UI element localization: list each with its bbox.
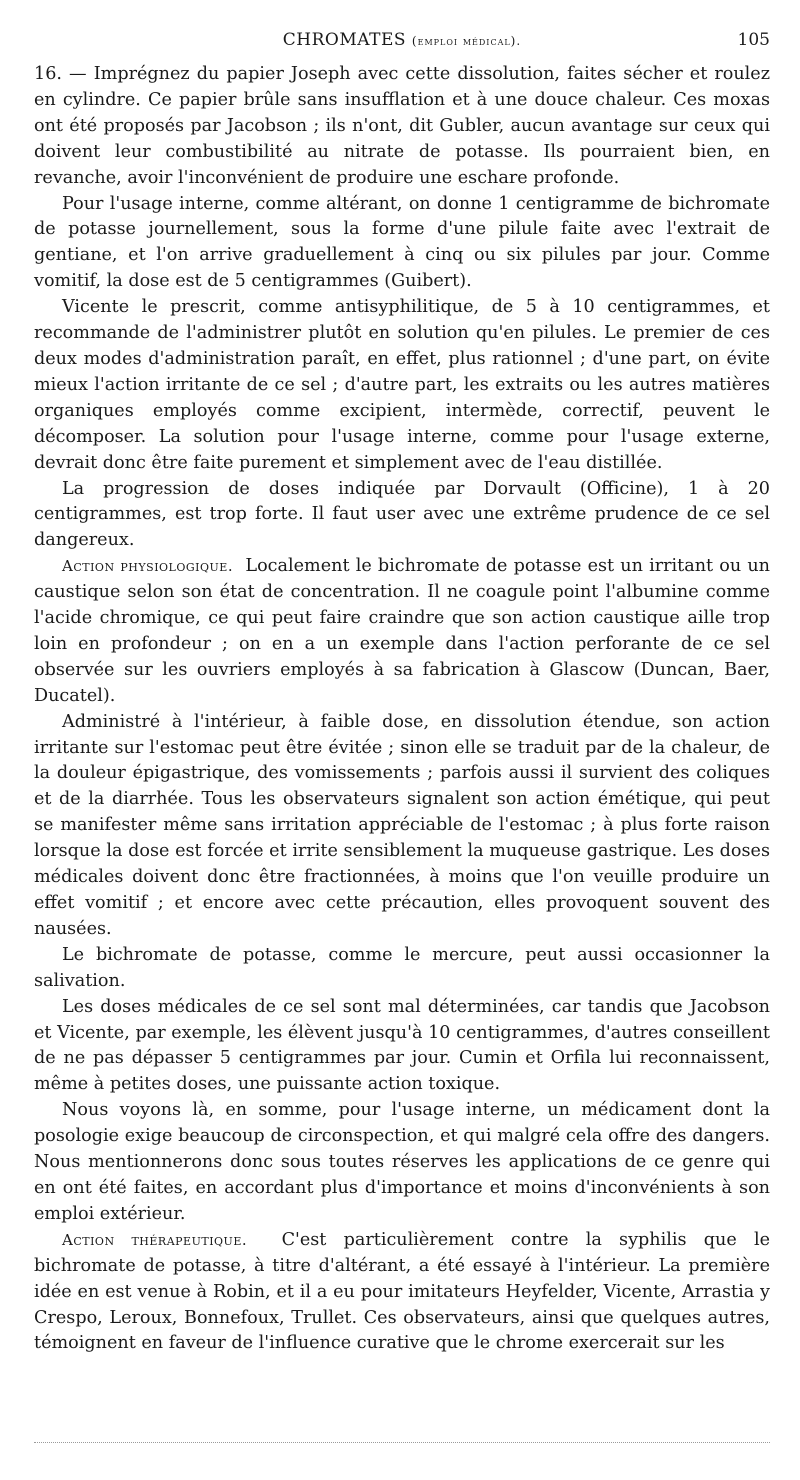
section-heading-physiologique: Action physiologique. xyxy=(62,557,234,576)
section-heading-therapeutique: Action thérapeutique. xyxy=(62,1230,248,1249)
running-title-sub: (emploi médical). xyxy=(411,34,522,48)
paragraph-administre: Administré à l'intérieur, à faible dose, en dissolution étendue, son action irritante sur l'estomac peut être évitée ; sinon elle se traduit par de la chaleur, de la douleur épigastrique, des vomissements ; parfois aussi il survient des coliques et de la diarrhée. Tous les observateurs signalent son action émétique, qui peut se manifester même sans irritation appréciable de l'estomac ; à plus forte raison lorsque la dose est forcée et irrite sensiblement la muqueuse gastrique. Les doses médicales doivent donc être fractionnées, à moins que l'on veuille produire un effet vomitif ; et encore avec cette précaution, elles provoquent souvent des nausées. xyxy=(34,711,770,939)
page-header xyxy=(34,30,770,56)
paragraph-doses-medicales: Les doses médicales de ce sel sont mal déterminées, car tandis que Jacobson et Vicente, par exemple, les élèvent jusqu'à 10 centigrammes, d'autres conseillent de ne pas dépasser 5 centigrammes par jour. Cumin et Orfila lui reconnaissent, même à petites doses, une puissante action toxique. xyxy=(34,996,770,1095)
paragraph-progression-doses: La progression de doses indiquée par Dorvault (Officine), 1 à 20 centigrammes, est trop forte. Il faut user avec une extrême prudence de ce sel dangereux. xyxy=(34,478,770,551)
paragraph-posologie: Nous voyons là, en somme, pour l'usage interne, un médicament dont la posologie exige beaucoup de circonspection, et qui malgré cela offre des dangers. Nous mentionnerons donc sous toutes réserves les applications de ce genre qui en ont été faites, en accordant plus d'importance et moins d'inconvénients à son emploi extérieur. xyxy=(34,1100,770,1224)
paragraph-action-therapeutique xyxy=(34,1228,770,1358)
paragraph-usage-interne: Pour l'usage interne, comme altérant, on donne 1 centigramme de bichromate de potasse journellement, sous la forme d'une pilule faite avec l'extrait de gentiane, et l'on arrive graduellement à cinq ou six pilules par jour. Comme vomitif, la dose est de 5 centigrammes (Guibert). xyxy=(34,193,770,292)
footer-dotted-rule xyxy=(34,1442,770,1443)
page-number: 105 xyxy=(737,30,770,50)
paragraph-text: C'est particulièrement contre la syphilis que le bichromate de potasse, à titre d'altérant, a été essayé à l'intérieur. La première idée en est venue à Robin, et il a eu pour imitateurs Heyfelder, Vicente, Arrastia y Crespo, Leroux, Bonnefoux, Trullet. Ces observateurs, ainsi que quelques autres, témoignent en faveur de l'influence curative que le chrome exercerait sur les xyxy=(34,1229,770,1354)
paragraph-text: Localement le bichromate de potasse est un irritant ou un caustique selon son état de concentration. Il ne coagule point l'albumine comme l'acide chromique, ce qui peut faire craindre que son action caustique aille trop loin en profondeur ; on en a un exemple dans l'action perforante de ce sel observée sur les ouvriers employés à sa fabrication à Glascow (Duncan, Baer, Ducatel). xyxy=(34,556,770,706)
running-title xyxy=(34,30,770,50)
page-body xyxy=(34,62,770,1357)
paragraph-action-physiologique xyxy=(34,554,770,709)
paragraph-salivation: Le bichromate de potasse, comme le mercure, peut aussi occasionner la salivation. xyxy=(34,944,770,991)
running-title-main: CHROMATES xyxy=(282,30,407,50)
paragraph-moxas: 16. — Imprégnez du papier Joseph avec cette dissolution, faites sécher et roulez en cylindre. Ce papier brûle sans insufflation et à une douce chaleur. Ces moxas ont été proposés par Jacobson ; ils n'ont, dit Gubler, aucun avantage sur ceux qui doivent leur combustibilité au nitrate de potasse. Ils pourraient bien, en revanche, avoir l'inconvénient de produire une eschare profonde. xyxy=(34,64,770,188)
paragraph-vicente: Vicente le prescrit, comme antisyphilitique, de 5 à 10 centigrammes, et recommande de l'administrer plutôt en solution qu'en pilules. Le premier de ces deux modes d'administration paraît, en effet, plus rationnel ; d'une part, on évite mieux l'action irritante de ce sel ; d'autre part, les extraits ou les autres matières organiques employés comme excipient, intermède, correctif, peuvent le décomposer. La solution pour l'usage interne, comme pour l'usage externe, devrait donc être faite purement et simplement avec de l'eau distillée. xyxy=(34,297,770,473)
